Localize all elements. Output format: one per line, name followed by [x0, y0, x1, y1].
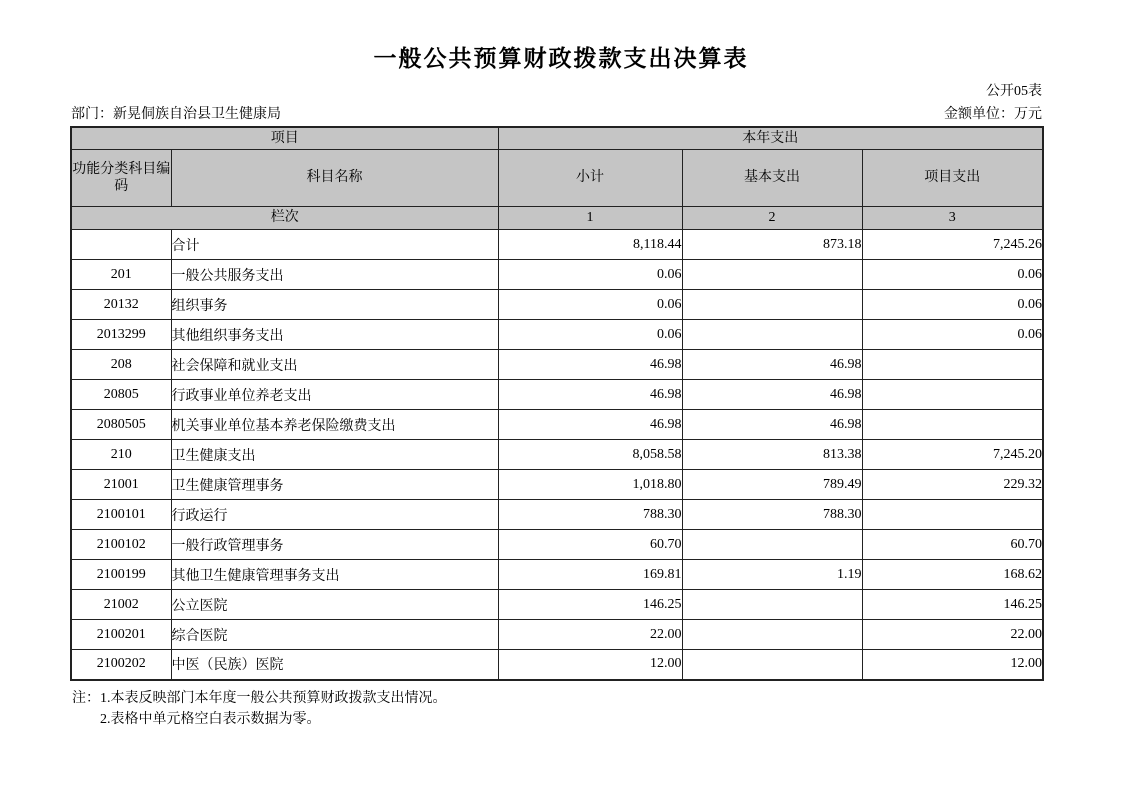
header-col-basic: 基本支出: [682, 150, 862, 207]
project-cell: 7,245.26: [862, 230, 1043, 260]
basic-cell: [682, 320, 862, 350]
project-cell: 7,245.20: [862, 440, 1043, 470]
name-cell: 合计: [171, 230, 498, 260]
subtotal-cell: 60.70: [498, 530, 682, 560]
name-cell: 行政运行: [171, 500, 498, 530]
project-cell: [862, 500, 1043, 530]
department-label: 部门：新晃侗族自治县卫生健康局: [71, 107, 281, 122]
basic-cell: [682, 260, 862, 290]
basic-cell: 788.30: [682, 500, 862, 530]
note-line-2: 2.表格中单元格空白表示数据为零。: [100, 711, 321, 727]
code-cell: 21002: [71, 590, 171, 620]
project-cell: [862, 410, 1043, 440]
meta-row: [71, 103, 1042, 123]
subtotal-cell: 0.06: [498, 260, 682, 290]
table-row: [71, 500, 1043, 530]
header-index-label: 栏次: [71, 207, 498, 230]
code-cell: 2100201: [71, 620, 171, 650]
code-cell: 20132: [71, 290, 171, 320]
basic-cell: 46.98: [682, 350, 862, 380]
name-cell: 一般公共服务支出: [171, 260, 498, 290]
name-cell: 其他组织事务支出: [171, 320, 498, 350]
name-cell: 公立医院: [171, 590, 498, 620]
header-col-subtotal: 小计: [498, 150, 682, 207]
name-cell: 卫生健康管理事务: [171, 470, 498, 500]
subtotal-cell: 0.06: [498, 320, 682, 350]
subtotal-cell: 0.06: [498, 290, 682, 320]
basic-cell: 789.49: [682, 470, 862, 500]
code-cell: 210: [71, 440, 171, 470]
subtotal-cell: 146.25: [498, 590, 682, 620]
name-cell: 综合医院: [171, 620, 498, 650]
subtotal-cell: 169.81: [498, 560, 682, 590]
header-index-3: 3: [862, 207, 1043, 230]
header-columns-row: [71, 150, 1043, 207]
code-cell: 21001: [71, 470, 171, 500]
table-row: [71, 410, 1043, 440]
subtotal-cell: 8,058.58: [498, 440, 682, 470]
project-cell: 0.06: [862, 320, 1043, 350]
footnotes: [72, 688, 1122, 730]
name-cell: 社会保障和就业支出: [171, 350, 498, 380]
subtotal-cell: 12.00: [498, 650, 682, 680]
basic-cell: [682, 530, 862, 560]
project-cell: [862, 350, 1043, 380]
subtotal-cell: 46.98: [498, 350, 682, 380]
basic-cell: 813.38: [682, 440, 862, 470]
name-cell: 行政事业单位养老支出: [171, 380, 498, 410]
header-index-2: 2: [682, 207, 862, 230]
subtotal-cell: 46.98: [498, 410, 682, 440]
table-row: [71, 350, 1043, 380]
name-cell: 中医（民族）医院: [171, 650, 498, 680]
table-row: [71, 650, 1043, 680]
subtotal-cell: 22.00: [498, 620, 682, 650]
header-col-project: 项目支出: [862, 150, 1043, 207]
header-col-name: 科目名称: [171, 150, 498, 207]
project-cell: 22.00: [862, 620, 1043, 650]
code-cell: 2100102: [71, 530, 171, 560]
subtotal-cell: 46.98: [498, 380, 682, 410]
code-cell: 2080505: [71, 410, 171, 440]
page-title: 一般公共预算财政拨款支出决算表: [373, 46, 749, 71]
header-group-current-year: 本年支出: [498, 127, 1043, 150]
header-group-row: [71, 127, 1043, 150]
code-cell: 2100199: [71, 560, 171, 590]
project-cell: 0.06: [862, 260, 1043, 290]
table-row: [71, 230, 1043, 260]
header-col-code: 功能分类科目编码: [71, 150, 171, 207]
budget-table: [70, 126, 1044, 681]
basic-cell: [682, 620, 862, 650]
project-cell: 12.00: [862, 650, 1043, 680]
code-cell: 208: [71, 350, 171, 380]
basic-cell: [682, 590, 862, 620]
name-cell: 一般行政管理事务: [171, 530, 498, 560]
table-row: [71, 380, 1043, 410]
code-cell: 2013299: [71, 320, 171, 350]
name-cell: 机关事业单位基本养老保险缴费支出: [171, 410, 498, 440]
project-cell: 229.32: [862, 470, 1043, 500]
basic-cell: 46.98: [682, 410, 862, 440]
project-cell: [862, 380, 1043, 410]
project-cell: 168.62: [862, 560, 1043, 590]
subtotal-cell: 8,118.44: [498, 230, 682, 260]
form-code: 公开05表: [986, 84, 1042, 99]
subtotal-cell: 1,018.80: [498, 470, 682, 500]
table-row: [71, 590, 1043, 620]
code-cell: 20805: [71, 380, 171, 410]
name-cell: 组织事务: [171, 290, 498, 320]
basic-cell: 873.18: [682, 230, 862, 260]
basic-cell: 1.19: [682, 560, 862, 590]
header-index-1: 1: [498, 207, 682, 230]
table-row: [71, 320, 1043, 350]
project-cell: 60.70: [862, 530, 1043, 560]
table-row: [71, 260, 1043, 290]
note-line-1: 注：1.本表反映部门本年度一般公共预算财政拨款支出情况。: [72, 690, 447, 706]
project-cell: 0.06: [862, 290, 1043, 320]
subtotal-cell: 788.30: [498, 500, 682, 530]
basic-cell: 46.98: [682, 380, 862, 410]
name-cell: 卫生健康支出: [171, 440, 498, 470]
code-cell: [71, 230, 171, 260]
header-index-row: [71, 207, 1043, 230]
table-row: [71, 530, 1043, 560]
name-cell: 其他卫生健康管理事务支出: [171, 560, 498, 590]
basic-cell: [682, 290, 862, 320]
table-row: [71, 560, 1043, 590]
table-row: [71, 440, 1043, 470]
project-cell: 146.25: [862, 590, 1043, 620]
code-cell: 201: [71, 260, 171, 290]
code-cell: 2100101: [71, 500, 171, 530]
code-cell: 2100202: [71, 650, 171, 680]
header-group-project: 项目: [71, 127, 498, 150]
unit-label: 金额单位：万元: [944, 107, 1042, 122]
table-row: [71, 290, 1043, 320]
table-row: [71, 470, 1043, 500]
table-row: [71, 620, 1043, 650]
basic-cell: [682, 650, 862, 680]
